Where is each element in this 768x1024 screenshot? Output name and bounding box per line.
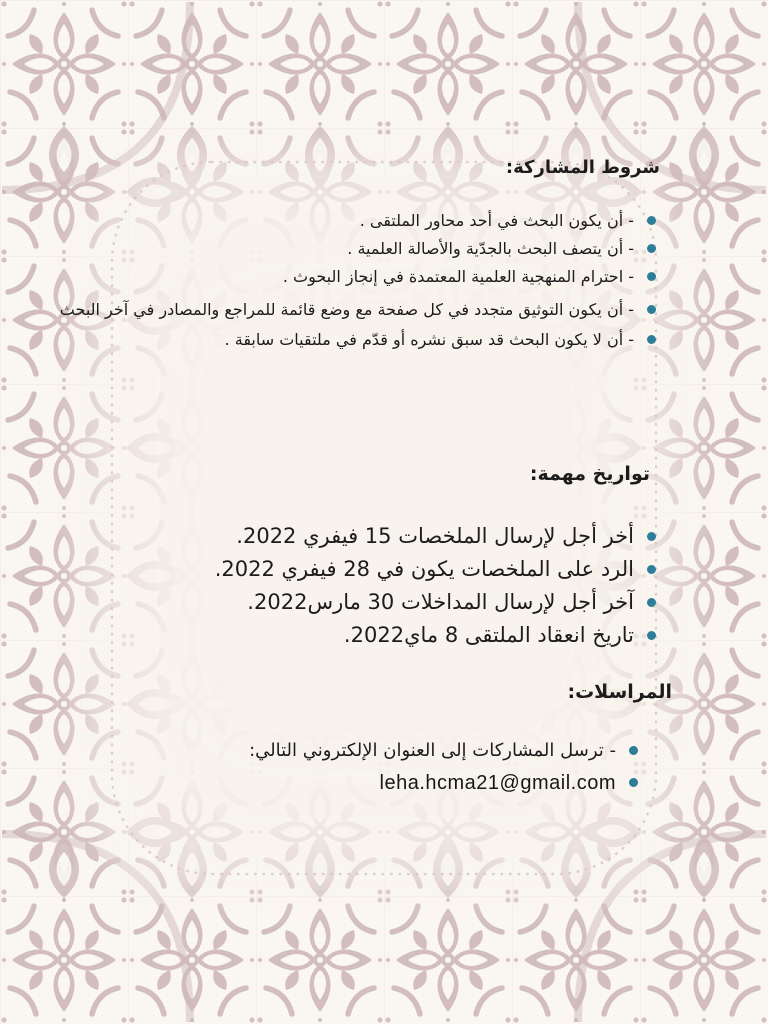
correspondence-item-text: - ترسل المشاركات إلى العنوان الإلكتروني التالي:: [249, 740, 616, 761]
bullet-icon: [647, 565, 656, 574]
dates-list: [96, 520, 656, 652]
condition-item-text: - أن يكون التوثيق متجدد في كل صفحة مع وضع قائمة للمراجع والمصادر في آخر البحث: [59, 300, 634, 319]
bullet-icon: [647, 631, 656, 640]
bullet-icon: [647, 335, 656, 344]
date-item-text: آخر أجل لإرسال المداخلات 30 مارس2022.: [247, 590, 634, 614]
condition-item: [8, 263, 656, 291]
condition-item-text: - احترام المنهجية العلمية المعتمدة في إنجاز البحوث .: [282, 267, 634, 286]
bullet-icon: [629, 746, 638, 755]
section-heading-conditions: شروط المشاركة:: [505, 157, 660, 178]
bullet-icon: [647, 305, 656, 314]
bullet-icon: [647, 272, 656, 281]
date-item-text: أخر أجل لإرسال الملخصات 15 فيفري 2022.: [236, 524, 634, 548]
bullet-icon: [647, 598, 656, 607]
bullet-icon: [647, 216, 656, 225]
date-item: [96, 553, 656, 586]
date-item: [96, 619, 656, 652]
date-item-text: تاريخ انعقاد الملتقى 8 ماي2022.: [343, 623, 634, 647]
bullet-icon: [647, 244, 656, 253]
correspondence-list: [118, 736, 638, 798]
condition-item: [8, 296, 656, 324]
date-item-text: الرد على الملخصات يكون في 28 فيفري 2022.: [214, 557, 634, 581]
condition-item-text: - أن يكون البحث في أحد محاور الملتقى .: [359, 211, 634, 230]
condition-item: [8, 235, 656, 263]
email-address: leha.hcma21@gmail.com: [379, 772, 616, 794]
conditions-list: [8, 207, 656, 354]
bullet-icon: [647, 532, 656, 541]
correspondence-item: [118, 736, 638, 766]
condition-item-text: - أن لا يكون البحث قد سبق نشره أو قدّم في ملتقيات سابقة .: [224, 330, 634, 349]
condition-item: [8, 207, 656, 235]
date-item: [96, 586, 656, 619]
bullet-icon: [629, 778, 638, 787]
condition-item-text: - أن يتصف البحث بالجدّية والأصالة العلمية .: [347, 239, 634, 258]
section-heading-correspondence: المراسلات:: [567, 681, 672, 703]
condition-item: [8, 326, 656, 354]
date-item: [96, 520, 656, 553]
section-heading-dates: تواريخ مهمة:: [529, 463, 650, 485]
email-row: [118, 768, 638, 798]
